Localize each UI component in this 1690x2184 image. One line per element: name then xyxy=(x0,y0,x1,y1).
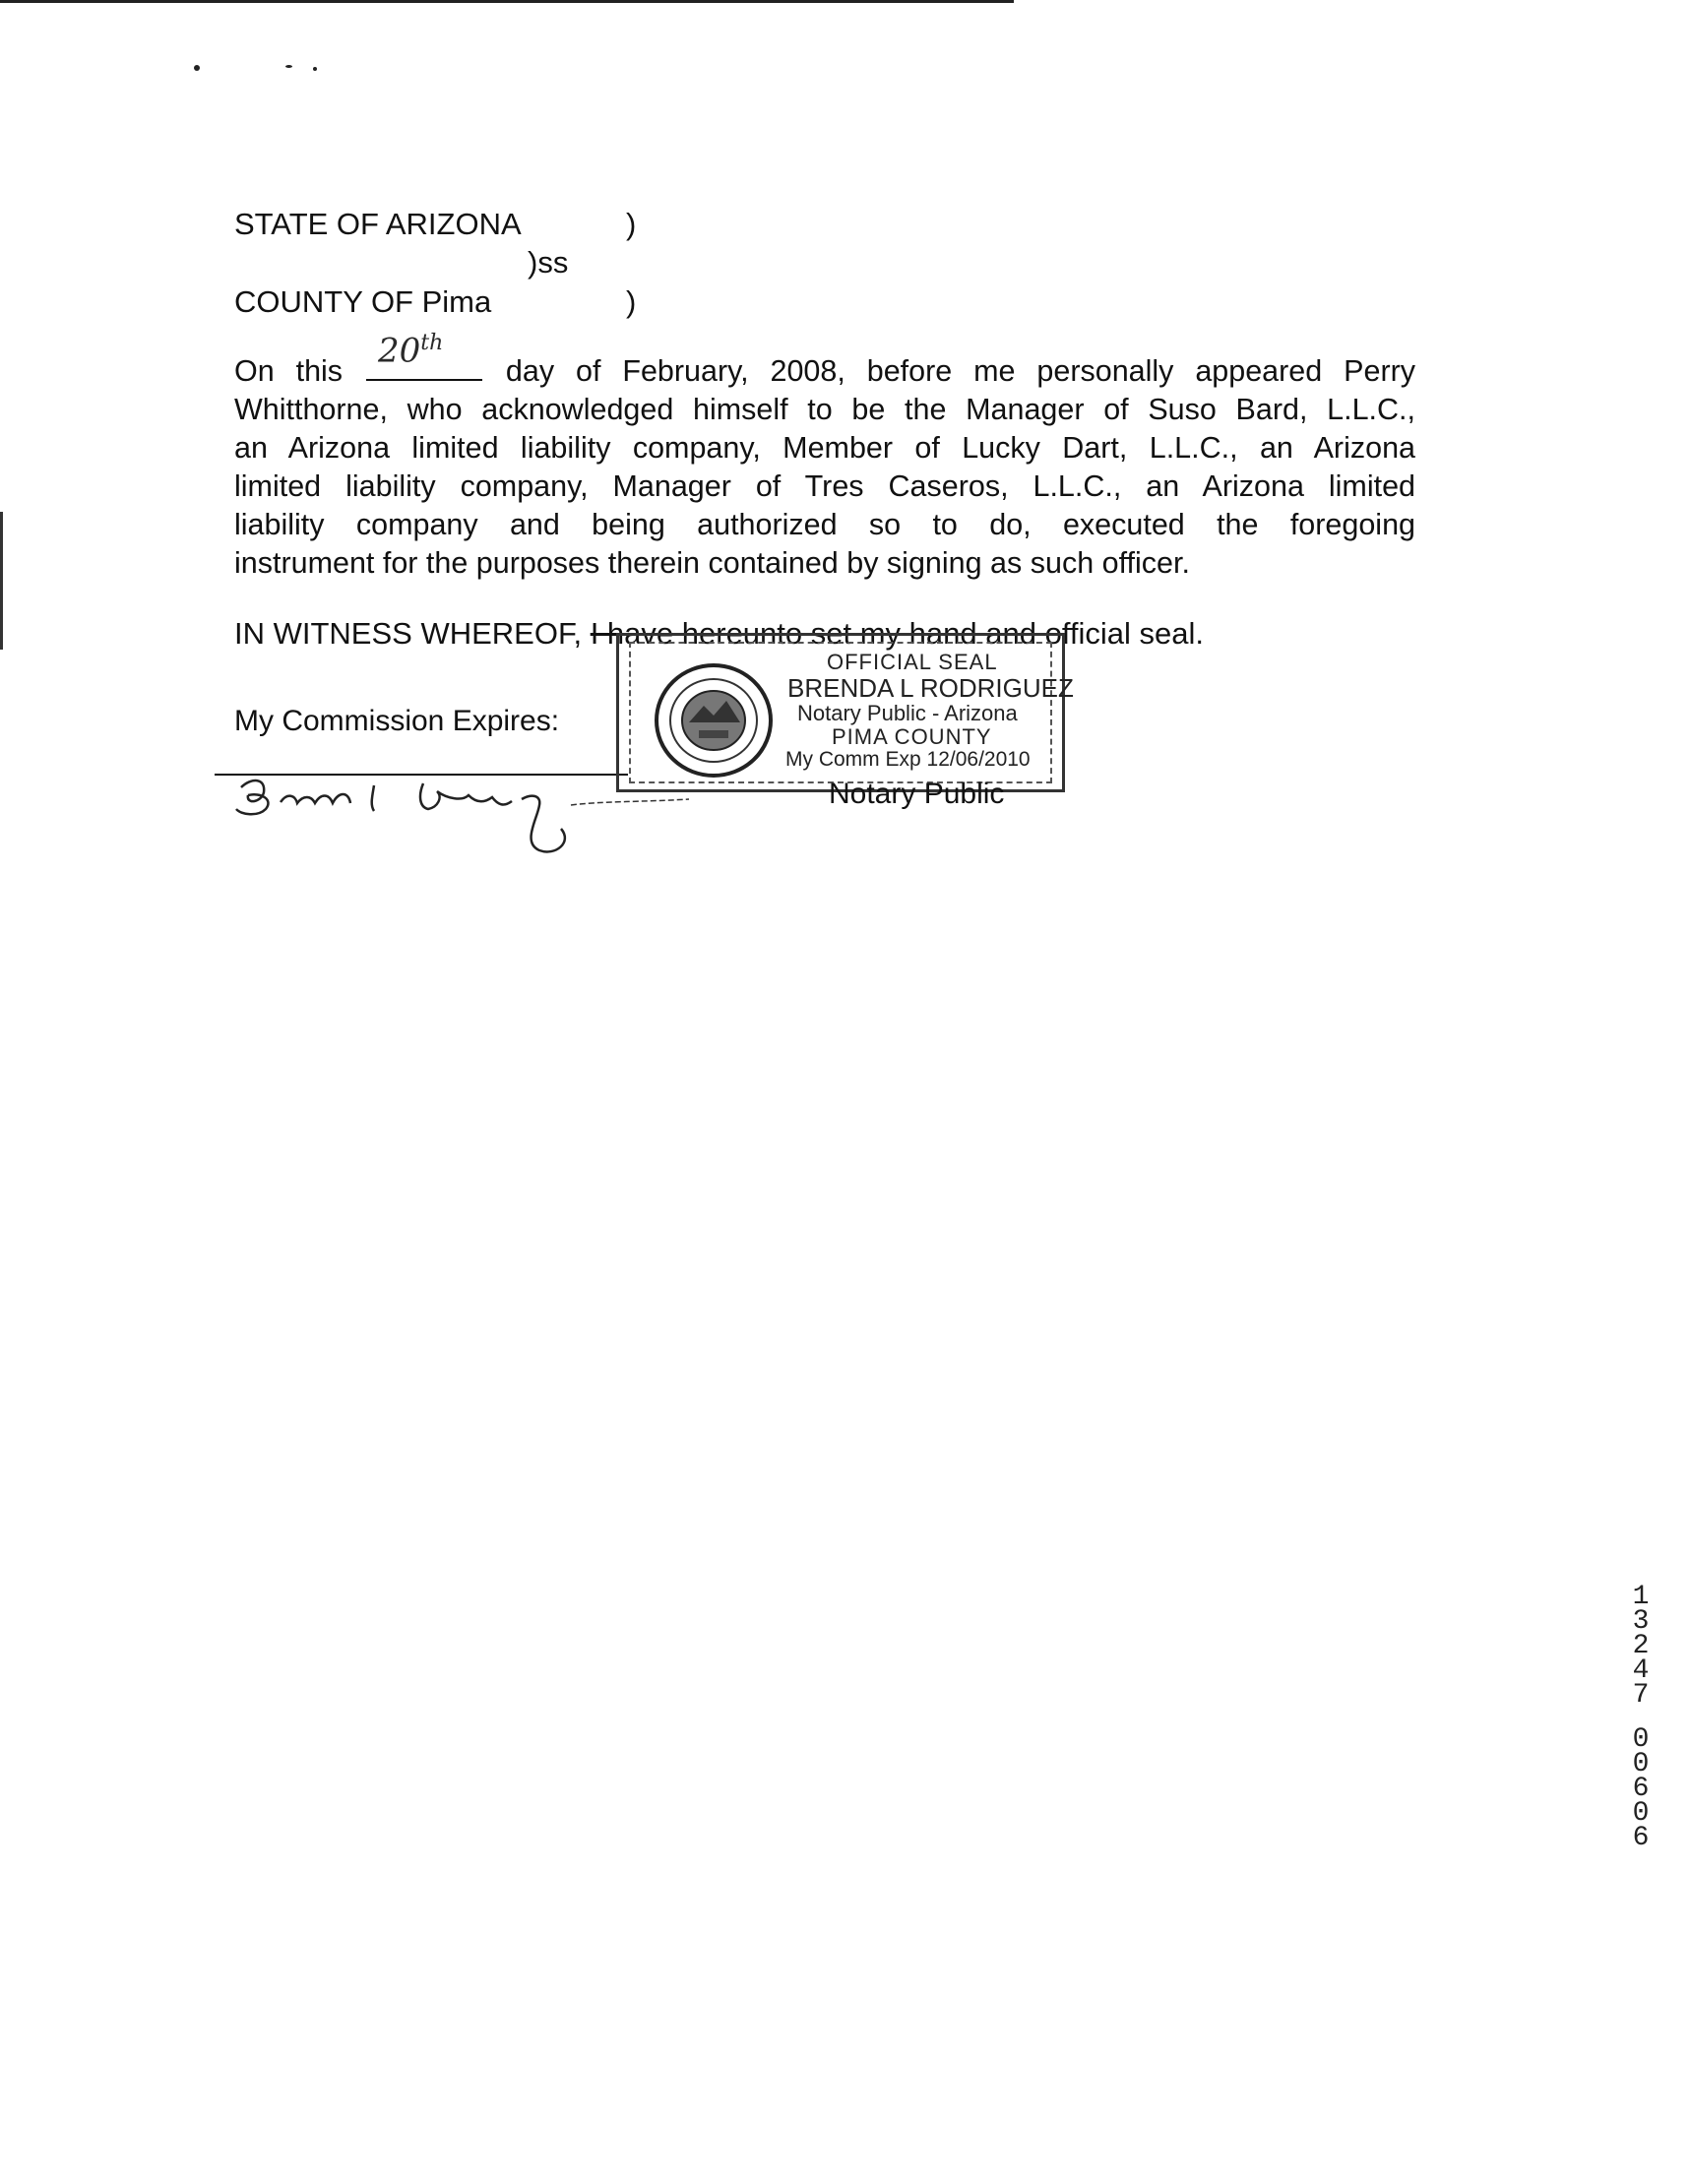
notary-signature xyxy=(226,748,699,866)
state-label: STATE OF ARIZONA xyxy=(234,207,522,241)
side-digit: 4 xyxy=(1632,1655,1650,1686)
ss-label: )ss xyxy=(528,245,569,280)
side-digit: 3 xyxy=(1632,1606,1650,1637)
scan-speck xyxy=(285,65,292,68)
stamp-official-seal: OFFICIAL SEAL xyxy=(827,650,998,674)
acknowledgment-line: Whitthorne, who acknowledged himself to be the Manager of Suso Bard, L.L.C., xyxy=(234,393,1415,426)
witness-struck-text: I have hereunto set my hand xyxy=(590,616,977,651)
scan-speck xyxy=(194,65,200,71)
acknowledgment-text: day of February, 2008, before me personally appeared Perry xyxy=(505,354,1416,388)
handwritten-day: 20th xyxy=(377,331,444,371)
acknowledgment-line: an Arizona limited liability company, Member of Lucky Dart, L.L.C., an Arizona xyxy=(234,431,1415,465)
scan-speck xyxy=(313,67,317,71)
acknowledgment-line: instrument for the purposes therein contained by signing as such officer. xyxy=(234,546,1190,580)
on-this-label: On this xyxy=(234,354,344,388)
side-digit: 7 xyxy=(1632,1680,1650,1711)
acknowledgment-line: limited liability company, Manager of Tres Caseros, L.L.C., an Arizona limited xyxy=(234,469,1415,503)
stamp-county: PIMA COUNTY xyxy=(832,724,992,749)
side-digit: 0 xyxy=(1632,1798,1650,1829)
notary-public-label: Notary Public xyxy=(829,778,1005,810)
acknowledgment-paragraph xyxy=(234,331,1416,583)
witness-start: IN WITNESS WHEREOF, xyxy=(234,616,583,651)
acknowledgment-line: liability company and being authorized so to do, executed the foregoing xyxy=(234,508,1415,541)
scan-top-edge xyxy=(0,0,1014,3)
document-number-vertical xyxy=(1626,1582,1656,1853)
stamp-expiration: My Comm Exp 12/06/2010 xyxy=(785,748,1031,771)
acknowledgment-line xyxy=(234,331,1416,391)
side-digit: 2 xyxy=(1632,1631,1650,1661)
side-digit: 6 xyxy=(1632,1774,1650,1804)
commission-expires-label: My Commission Expires: xyxy=(234,705,560,737)
stamp-notary-title: Notary Public - Arizona xyxy=(797,701,1018,725)
witness-end: and official seal. xyxy=(985,616,1204,651)
side-digit: 0 xyxy=(1632,1724,1650,1755)
county-label: COUNTY OF Pima xyxy=(234,284,492,319)
scan-left-edge xyxy=(0,512,3,650)
county-paren: ) xyxy=(626,284,637,319)
state-paren: ) xyxy=(626,207,637,241)
side-digit: 1 xyxy=(1632,1582,1650,1612)
stamp-notary-name: BRENDA L RODRIGUEZ xyxy=(787,673,1074,703)
day-field xyxy=(366,331,482,381)
side-digit: 0 xyxy=(1632,1749,1650,1779)
side-digit: 6 xyxy=(1632,1823,1650,1853)
